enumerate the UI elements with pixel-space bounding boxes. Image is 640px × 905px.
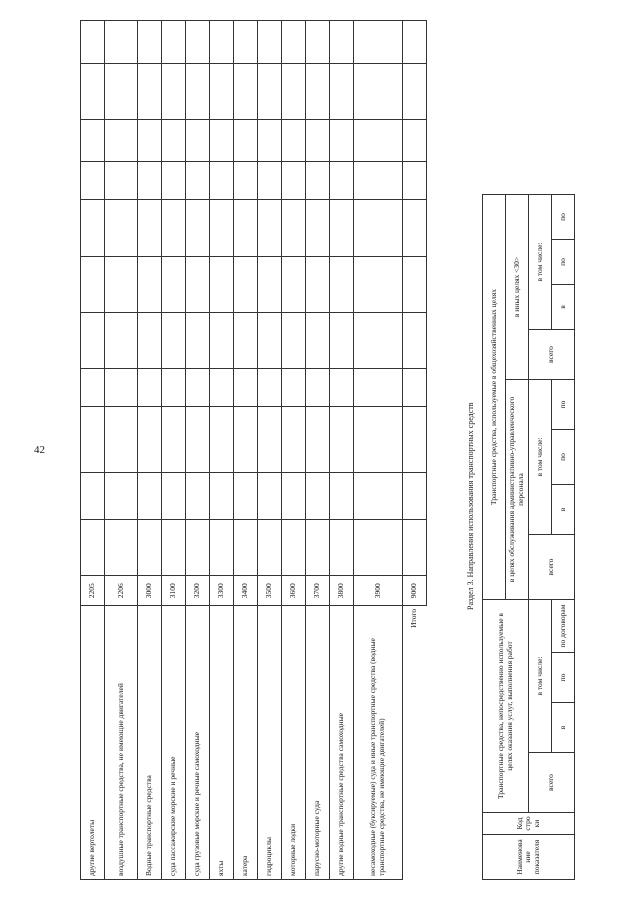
value-cell [354, 407, 403, 473]
value-cell [162, 407, 186, 473]
value-cell [234, 119, 258, 161]
row-code: 3000 [138, 576, 162, 605]
row-name: моторные лодки [282, 605, 306, 879]
value-cell [210, 119, 234, 161]
value-cell [234, 313, 258, 369]
value-cell [138, 369, 162, 407]
value-cell [282, 200, 306, 256]
value-cell [138, 472, 162, 519]
value-cell [105, 407, 138, 473]
value-cell [354, 119, 403, 161]
value-cell [81, 369, 105, 407]
value-cell [105, 200, 138, 256]
value-cell [81, 63, 105, 119]
value-cell [282, 407, 306, 473]
value-cell [306, 162, 330, 200]
value-cell [186, 313, 210, 369]
value-cell [403, 256, 427, 312]
value-cell [258, 63, 282, 119]
value-cell [282, 21, 306, 64]
row-name: гидроциклы [258, 605, 282, 879]
value-cell [186, 407, 210, 473]
value-cell [403, 313, 427, 369]
row-code: 2206 [105, 576, 138, 605]
value-cell [258, 119, 282, 161]
value-cell [258, 200, 282, 256]
table-row [234, 21, 258, 880]
row-code: 3200 [186, 576, 210, 605]
row-name: другие вертолеты [81, 605, 105, 879]
value-cell [210, 63, 234, 119]
value-cell [138, 520, 162, 576]
row-code: 3400 [234, 576, 258, 605]
value-cell [403, 63, 427, 119]
value-cell [330, 200, 354, 256]
general-use-header: Транспортные средства, используемые в общехозяйственных целях [483, 195, 506, 600]
other-by-header-2: по [552, 195, 575, 240]
value-cell [330, 119, 354, 161]
value-cell [403, 407, 427, 473]
value-cell [330, 162, 354, 200]
table-row [354, 21, 403, 880]
other-purposes-header: в иных целях <30> [506, 195, 529, 380]
value-cell [403, 520, 427, 576]
value-cell [81, 256, 105, 312]
value-cell [81, 313, 105, 369]
value-cell [105, 313, 138, 369]
value-cell [282, 119, 306, 161]
admin-staff-header: в целях обслуживания административно-управленческого персонала [506, 380, 529, 600]
vehicles-table [80, 20, 427, 880]
value-cell [210, 162, 234, 200]
value-cell [186, 21, 210, 64]
value-cell [210, 313, 234, 369]
value-cell [306, 63, 330, 119]
value-cell [234, 21, 258, 64]
admin-by-header: по [552, 430, 575, 485]
value-cell [354, 472, 403, 519]
value-cell [138, 119, 162, 161]
row-name: воздушные транспортные средства, не имеющие двигателей [105, 605, 138, 879]
value-cell [306, 200, 330, 256]
value-cell [403, 119, 427, 161]
value-cell [234, 520, 258, 576]
value-cell [186, 369, 210, 407]
value-cell [403, 472, 427, 519]
value-cell [354, 520, 403, 576]
value-cell [258, 162, 282, 200]
direct-including-header: в том числе: [529, 600, 552, 753]
table-row [258, 21, 282, 880]
row-code: 3300 [210, 576, 234, 605]
value-cell [186, 520, 210, 576]
value-cell [354, 21, 403, 64]
value-cell [282, 472, 306, 519]
value-cell [234, 256, 258, 312]
section-3-title: Раздел 3. Направления использования транспортных средств [466, 402, 475, 610]
value-cell [354, 256, 403, 312]
value-cell [81, 119, 105, 161]
value-cell [162, 63, 186, 119]
value-cell [330, 21, 354, 64]
value-cell [354, 162, 403, 200]
value-cell [306, 256, 330, 312]
value-cell [306, 520, 330, 576]
value-cell [162, 313, 186, 369]
value-cell [210, 472, 234, 519]
value-cell [186, 119, 210, 161]
vehicles-table-body [81, 21, 427, 880]
table-row [210, 21, 234, 880]
value-cell [403, 369, 427, 407]
value-cell [210, 369, 234, 407]
value-cell [210, 200, 234, 256]
admin-in-header: в [552, 485, 575, 535]
row-name: несамоходные (буксируемые) суда и иные транспортные средства (водные транспортные средства, не имеющие двигателей) [354, 605, 403, 879]
value-cell [105, 256, 138, 312]
row-code: 3700 [306, 576, 330, 605]
value-cell [81, 21, 105, 64]
total-label: Итого [409, 608, 419, 628]
value-cell [330, 407, 354, 473]
total-row [403, 21, 427, 880]
admin-by-header-2: по [552, 380, 575, 430]
value-cell [234, 407, 258, 473]
table-row [81, 21, 105, 880]
value-cell [282, 256, 306, 312]
value-cell [105, 472, 138, 519]
page-number: 42 [34, 444, 45, 456]
table-row [186, 21, 210, 880]
value-cell [105, 63, 138, 119]
value-cell [330, 313, 354, 369]
section-3-table [482, 194, 575, 880]
row-name: катера [234, 605, 258, 879]
value-cell [162, 21, 186, 64]
value-cell [138, 21, 162, 64]
value-cell [162, 369, 186, 407]
value-cell [306, 313, 330, 369]
direct-total-header: всего [529, 753, 575, 813]
value-cell [162, 162, 186, 200]
row-code: 3500 [258, 576, 282, 605]
value-cell [258, 313, 282, 369]
table-row [282, 21, 306, 880]
row-name: другие водные транспортные средства самоходные [330, 605, 354, 879]
value-cell [234, 200, 258, 256]
value-cell [162, 119, 186, 161]
value-cell [105, 369, 138, 407]
value-cell [354, 200, 403, 256]
value-cell [330, 256, 354, 312]
other-in-header: в [552, 285, 575, 330]
row-name: суда пассажирские морские и речные [162, 605, 186, 879]
value-cell [282, 162, 306, 200]
other-total-header: всего [529, 330, 575, 380]
value-cell [81, 407, 105, 473]
value-cell [105, 162, 138, 200]
admin-including-header: в том числе: [529, 380, 552, 535]
row-code: 3100 [162, 576, 186, 605]
value-cell [186, 162, 210, 200]
value-cell [330, 472, 354, 519]
value-cell [282, 369, 306, 407]
value-cell [162, 256, 186, 312]
value-cell [306, 369, 330, 407]
value-cell [306, 407, 330, 473]
value-cell [234, 63, 258, 119]
value-cell [258, 256, 282, 312]
value-cell [306, 472, 330, 519]
value-cell [354, 63, 403, 119]
value-cell [330, 63, 354, 119]
table-row [138, 21, 162, 880]
value-cell [210, 256, 234, 312]
value-cell [234, 162, 258, 200]
value-cell [354, 369, 403, 407]
row-name: суда грузовые морские и речные самоходные [186, 605, 210, 879]
value-cell [186, 200, 210, 256]
value-cell [258, 472, 282, 519]
value-cell [330, 520, 354, 576]
admin-total-header: всего [529, 535, 575, 600]
value-cell [138, 313, 162, 369]
value-cell [258, 407, 282, 473]
value-cell [258, 21, 282, 64]
value-cell [81, 200, 105, 256]
value-cell [354, 313, 403, 369]
row-code: 2205 [81, 576, 105, 605]
value-cell [186, 256, 210, 312]
value-cell [138, 200, 162, 256]
total-code: 9000 [403, 576, 427, 605]
value-cell [162, 472, 186, 519]
table-row [330, 21, 354, 880]
value-cell [138, 162, 162, 200]
value-cell [162, 520, 186, 576]
value-cell [210, 21, 234, 64]
row-name: Водные транспортные средства [138, 605, 162, 879]
value-cell [306, 119, 330, 161]
direct-by-contracts-header: по договорам [552, 600, 575, 653]
value-cell [81, 472, 105, 519]
other-by-header: по [552, 240, 575, 285]
value-cell [105, 119, 138, 161]
value-cell [81, 520, 105, 576]
value-cell [186, 472, 210, 519]
direct-by-header: по [552, 653, 575, 703]
value-cell [403, 21, 427, 64]
value-cell [258, 520, 282, 576]
row-code: 3900 [354, 576, 403, 605]
value-cell [306, 21, 330, 64]
row-name: парусно-моторные суда [306, 605, 330, 879]
value-cell [210, 520, 234, 576]
table-row [162, 21, 186, 880]
table-row [306, 21, 330, 880]
table-row [105, 21, 138, 880]
value-cell [186, 63, 210, 119]
value-cell [81, 162, 105, 200]
indicator-name-header: Наименова ние показателя [483, 835, 575, 880]
value-cell [210, 407, 234, 473]
row-name: яхты [210, 605, 234, 879]
value-cell [138, 407, 162, 473]
value-cell [282, 313, 306, 369]
value-cell [105, 21, 138, 64]
direct-use-header: Транспортные средства, непосредственно используемые в целях оказания услуг, выполнения работ [483, 600, 529, 813]
value-cell [138, 63, 162, 119]
row-code: 3800 [330, 576, 354, 605]
other-including-header: в том числе: [529, 195, 552, 330]
value-cell [234, 369, 258, 407]
value-cell [258, 369, 282, 407]
rotated-form [80, 20, 600, 880]
value-cell [330, 369, 354, 407]
direct-in-header: в [552, 703, 575, 753]
value-cell [282, 520, 306, 576]
value-cell [403, 200, 427, 256]
value-cell [162, 200, 186, 256]
row-code: 3600 [282, 576, 306, 605]
row-code-header: Код стро ки [483, 813, 575, 835]
value-cell [234, 472, 258, 519]
value-cell [138, 256, 162, 312]
value-cell [403, 162, 427, 200]
value-cell [105, 520, 138, 576]
value-cell [282, 63, 306, 119]
